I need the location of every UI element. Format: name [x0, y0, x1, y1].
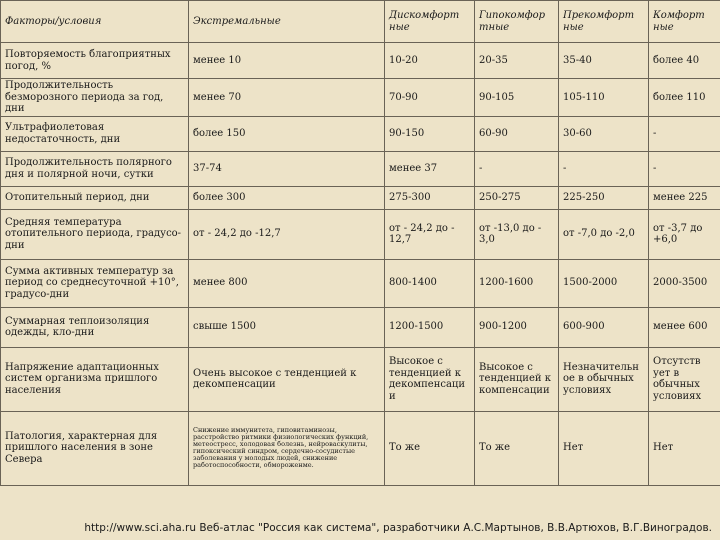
factor-cell: Отопительный период, дни	[1, 186, 189, 209]
source-footer: http://www.sci.aha.ru Веб-атлас "Россия как система", разработчики А.С.Мартынов, В.В.Артюхов, В.Г.Виноградов.	[84, 522, 712, 534]
factor-cell: Средняя температура отопительного периода, градусо-дни	[1, 209, 189, 259]
table-row	[1, 411, 720, 485]
value-cell: 20-35	[475, 43, 559, 79]
value-cell: менее 70	[189, 79, 385, 117]
value-cell: Высокое с тенденцией к компенсации	[475, 347, 559, 411]
value-cell: 35-40	[559, 43, 649, 79]
value-cell: менее 800	[189, 259, 385, 307]
factor-cell: Патология, характерная для пришлого населения в зоне Севера	[1, 411, 189, 485]
value-cell: 600-900	[559, 307, 649, 347]
value-cell: менее 600	[649, 307, 720, 347]
value-cell: от -3,7 до +6,0	[649, 209, 720, 259]
value-cell: более 300	[189, 186, 385, 209]
value-cell: 30-60	[559, 116, 649, 151]
value-cell: от -13,0 до - 3,0	[475, 209, 559, 259]
value-cell: 90-150	[385, 116, 475, 151]
value-cell: менее 10	[189, 43, 385, 79]
value-cell: Очень высокое с тенденцией к декомпенсации	[189, 347, 385, 411]
value-cell: 275-300	[385, 186, 475, 209]
table-row	[1, 259, 720, 307]
value-cell: 1500-2000	[559, 259, 649, 307]
value-cell: менее 37	[385, 151, 475, 186]
factor-cell: Продолжительность полярного дня и полярной ночи, сутки	[1, 151, 189, 186]
factor-cell: Продолжительность безморозного периода за год, дни	[1, 79, 189, 117]
value-cell: То же	[475, 411, 559, 485]
value-cell: -	[649, 116, 720, 151]
header-row	[1, 1, 720, 43]
value-cell: 225-250	[559, 186, 649, 209]
factor-cell: Повторяемость благоприятных погод, %	[1, 43, 189, 79]
value-cell: 2000-3500	[649, 259, 720, 307]
value-cell: 90-105	[475, 79, 559, 117]
value-cell: Незначительн ое в обычных условиях	[559, 347, 649, 411]
factor-cell: Напряжение адаптационных систем организма пришлого населения	[1, 347, 189, 411]
table-row	[1, 43, 720, 79]
value-cell: более 150	[189, 116, 385, 151]
value-cell: от -7,0 до -2,0	[559, 209, 649, 259]
header-cell: Гипокомфор тные	[475, 1, 559, 43]
value-cell: 1200-1500	[385, 307, 475, 347]
value-cell: от - 24,2 до -12,7	[189, 209, 385, 259]
table-row	[1, 79, 720, 117]
value-cell: Снижение иммунитета, гиповитаминозы, расстройство ритмики физиологических функций, метеостресс, холодовая болезнь, нейроваскулиты, гипоксический синдром, сердечно-сосудистые заболевания у молодых людей, снижение работоспособности, обмороженме.	[189, 411, 385, 485]
table-row	[1, 116, 720, 151]
value-cell: 70-90	[385, 79, 475, 117]
table-row	[1, 347, 720, 411]
value-cell: -	[559, 151, 649, 186]
value-cell: 10-20	[385, 43, 475, 79]
value-cell: 60-90	[475, 116, 559, 151]
table-row	[1, 307, 720, 347]
value-cell: свыше 1500	[189, 307, 385, 347]
header-cell: Дискомфорт ные	[385, 1, 475, 43]
value-cell: 900-1200	[475, 307, 559, 347]
header-cell: Комфорт ные	[649, 1, 720, 43]
value-cell: 800-1400	[385, 259, 475, 307]
value-cell: То же	[385, 411, 475, 485]
header-cell: Прекомфорт ные	[559, 1, 649, 43]
value-cell: Нет	[559, 411, 649, 485]
value-cell: Высокое с тенденцией к декомпенсаци и	[385, 347, 475, 411]
value-cell: 105-110	[559, 79, 649, 117]
value-cell: 250-275	[475, 186, 559, 209]
value-cell: менее 225	[649, 186, 720, 209]
value-cell: от - 24,2 до - 12,7	[385, 209, 475, 259]
value-cell: 37-74	[189, 151, 385, 186]
table-row	[1, 186, 720, 209]
value-cell: -	[475, 151, 559, 186]
factor-cell: Суммарная теплоизоляция одежды, кло-дни	[1, 307, 189, 347]
value-cell: -	[649, 151, 720, 186]
value-cell: более 40	[649, 43, 720, 79]
value-cell: Нет	[649, 411, 720, 485]
table-row	[1, 209, 720, 259]
header-cell: Экстремальные	[189, 1, 385, 43]
table-row	[1, 151, 720, 186]
header-cell: Факторы/условия	[1, 1, 189, 43]
value-cell: 1200-1600	[475, 259, 559, 307]
value-cell: более 110	[649, 79, 720, 117]
factor-cell: Ультрафиолетовая недостаточность, дни	[1, 116, 189, 151]
value-cell: Отсутств ует в обычных условиях	[649, 347, 720, 411]
factor-cell: Сумма активных температур за период со среднесуточной +10°, градусо-дни	[1, 259, 189, 307]
